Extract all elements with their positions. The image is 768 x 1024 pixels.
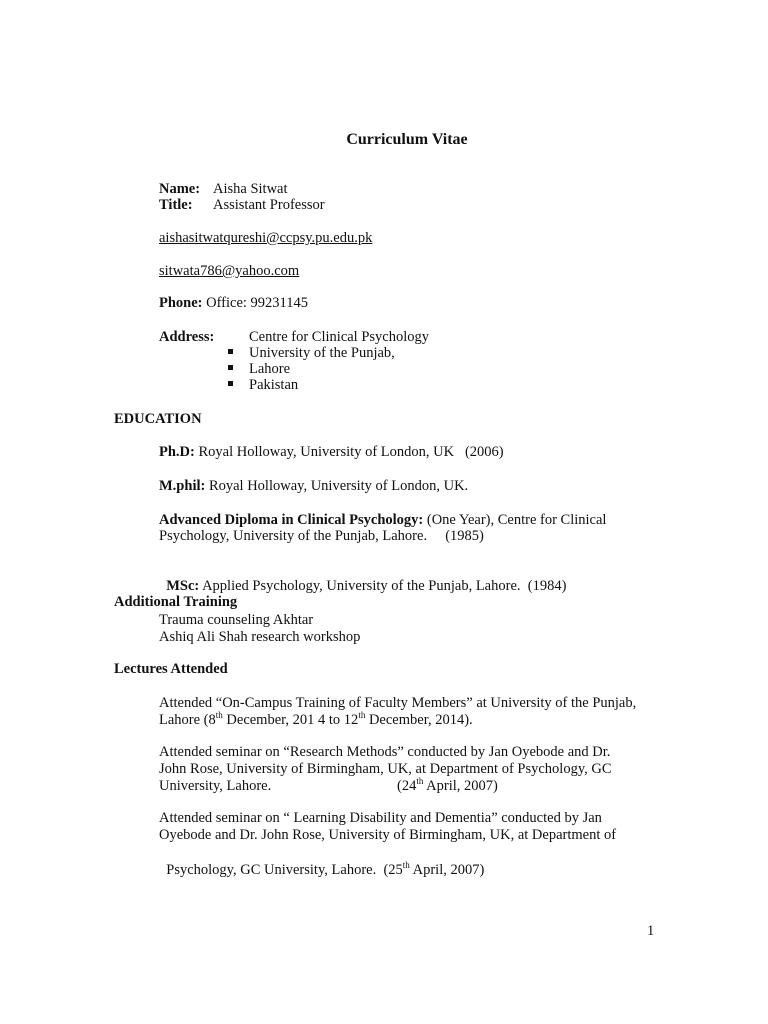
bullet-icon	[228, 349, 233, 354]
name-value: Aisha Sitwat	[213, 181, 288, 197]
address-label: Address:	[159, 329, 215, 345]
name-label: Name:	[159, 181, 201, 197]
education-diploma-cont: Psychology, University of the Punjab, Lahore. (1985)	[159, 528, 484, 544]
title-value: Assistant Professor	[213, 197, 325, 213]
title-row	[159, 197, 193, 214]
lecture-entry-line: John Rose, University of Birmingham, UK, at Department of Psychology, GC	[159, 761, 612, 777]
lectures-heading: Lectures Attended	[114, 661, 228, 677]
education-phd: Ph.D: Royal Holloway, University of London, UK (2006)	[159, 444, 504, 460]
phone-value: Office: 99231145	[206, 295, 309, 311]
address-bullet-item: University of the Punjab,	[228, 345, 395, 362]
lecture-entry-line: Attended seminar on “Research Methods” conducted by Jan Oyebode and Dr.	[159, 744, 611, 760]
education-diploma: Advanced Diploma in Clinical Psychology: (One Year), Centre for Clinical	[159, 512, 607, 528]
lecture-entry-line: Psychology, GC University, Lahore. (25th April, 2007)	[166, 860, 485, 878]
email-link-primary[interactable]: aishasitwatqureshi@ccpsy.pu.edu.pk	[159, 230, 373, 246]
phone-label: Phone:	[159, 295, 203, 311]
bullet-icon	[228, 381, 233, 386]
training-item: Ashiq Ali Shah research workshop	[159, 629, 361, 645]
document-title: Curriculum Vitae	[346, 131, 468, 148]
lecture-entry-date: (24th April, 2007)	[397, 776, 498, 794]
lecture-entry-line: University, Lahore.	[159, 778, 272, 794]
email-link-secondary[interactable]: sitwata786@yahoo.com	[159, 263, 300, 279]
education-mphil: M.phil: Royal Holloway, University of London, UK.	[159, 478, 469, 494]
additional-training-heading: Additional Training	[114, 594, 238, 610]
page-number: 1	[647, 923, 655, 939]
bullet-icon	[228, 365, 233, 370]
education-msc: MSc: Applied Psychology, University of the Punjab, Lahore. (1984)	[166, 578, 567, 594]
address-bullet-item: Lahore	[228, 361, 290, 378]
title-label: Title:	[159, 197, 193, 213]
education-heading: EDUCATION	[114, 411, 202, 427]
lecture-entry-line: Lahore (8th December, 201 4 to 12th December, 2014).	[159, 710, 473, 728]
address-bullet-item: Pakistan	[228, 377, 298, 394]
phone-row	[159, 295, 308, 312]
lecture-entry-line: Attended “On-Campus Training of Faculty Members” at University of the Punjab,	[159, 695, 637, 711]
name-row	[159, 181, 200, 198]
address-line: Centre for Clinical Psychology	[249, 329, 430, 345]
lecture-entry-line: Oyebode and Dr. John Rose, University of Birmingham, UK, at Department of	[159, 827, 617, 843]
lecture-entry-line: Attended seminar on “ Learning Disability and Dementia” conducted by Jan	[159, 810, 602, 826]
training-item: Trauma counseling Akhtar	[159, 612, 314, 628]
